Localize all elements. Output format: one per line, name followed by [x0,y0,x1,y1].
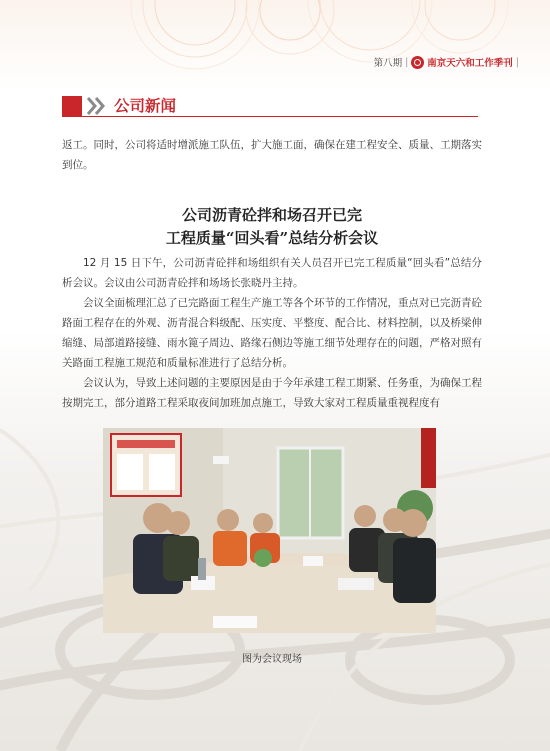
decorative-swirl-graphic [0,0,550,90]
photo-caption: 图为会议现场 [242,654,302,665]
article-paragraph-3: 会议认为，导致上述问题的主要原因是由于今年承建工程工期紧、任务重，为确保工程按期完工，部分道路工程采取夜间加班加点施工，导致大家对工程质量重视程度有 [62,377,482,409]
article-title-line-2: 工程质量“回头看”总结分析会议 [165,229,379,247]
section-marker-block [62,96,82,116]
section-rule [62,116,478,117]
continued-paragraph: 返工。同时，公司将适时增派施工队伍，扩大施工面，确保在建工程安全、质量、工期落实到位。 [62,139,482,171]
article-paragraph-2: 会议全面梳理汇总了已完路面工程生产施工等各个环节的工作情况，重点对已完沥青砼路面工程存在的外观、沥青混合料级配、压实度、平整度、配合比、材料控制，以及桥梁伸缩缝、局部道路接缝、雨水篦子周边、路缘石侧边等施工细节处理存在的问题，严格对照有关路面工程施工规范和质量标准进行了总结分析。 [62,297,482,369]
meeting-scene-illustration [103,428,436,633]
header-end-mark: | [515,56,519,68]
article-title [62,204,482,250]
publication-title: 南京天六和工作季刊 [427,58,513,69]
meeting-photo [103,428,436,633]
section-title: 公司新闻 [114,97,177,115]
article-title-line-1: 公司沥青砼拌和场召开已完 [181,206,362,224]
section-heading [62,96,478,118]
article-paragraph-1: 12 月 15 日下午，公司沥青砼拌和场组织有关人员召开已完工程质量“回头看”总结分析会议。会议由公司沥青砼拌和场场长张晓丹主持。 [62,257,482,289]
header-separator: | [405,56,409,68]
double-chevron-icon [86,97,106,115]
issue-header [374,55,522,69]
issue-number: 第八期 [373,58,403,69]
company-logo-icon [411,56,424,69]
